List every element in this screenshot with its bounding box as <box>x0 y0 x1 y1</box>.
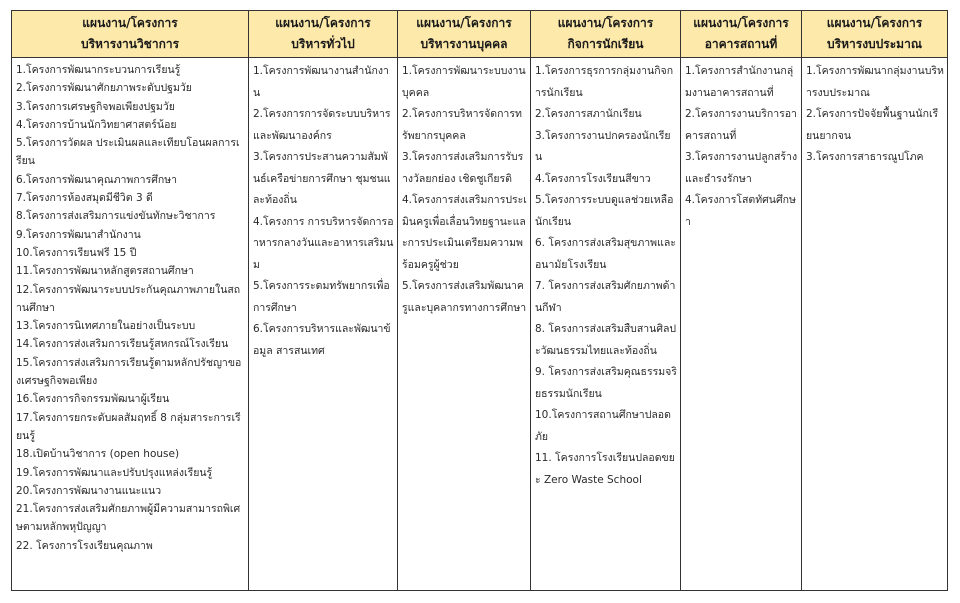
header-personnel <box>398 11 531 58</box>
header-student-affairs <box>531 11 681 58</box>
header-personnel-line2: บริหารงานบุคคล <box>420 37 508 51</box>
project-item: 2.โครงการการจัดระบบบริหารและพัฒนาองค์กร <box>253 108 391 142</box>
project-item: 2.โครงการปัจจัยพื้นฐานนักเรียนยากจน <box>806 108 939 142</box>
project-item: 16.โครงการกิจกรรมพัฒนาผู้เรียน <box>16 393 170 406</box>
project-item: 6.โครงการพัฒนาคุณภาพการศึกษา <box>16 173 178 186</box>
project-item: 4.โครงการโรงเรียนสีขาว <box>535 172 651 185</box>
project-item: 3.โครงการประสานความสัมพันธ์เครือข่ายการศึกษา ชุมชนและท้องถิ่น <box>253 151 391 206</box>
project-item: 8.โครงการส่งเสริมการแข่งขันทักษะวิชาการ <box>16 210 216 223</box>
student-affairs-project-list <box>531 58 681 591</box>
project-item: 3.โครงการเศรษฐกิจพอเพียงปฐมวัย <box>16 100 175 113</box>
project-plan-table <box>11 10 948 591</box>
personnel-project-list <box>398 58 531 591</box>
project-item: 4.โครงการ การบริหารจัดการอาหารกลางวันและอาหารเสริมนม <box>253 215 394 271</box>
project-item: 19.โครงการพัฒนาและปรับปรุงแหล่งเรียนรู้ <box>16 466 213 479</box>
project-item: 5.โครงการระบบดูแลช่วยเหลือนักเรียน <box>535 194 674 228</box>
project-item: 11. โครงการโรงเรียนปลอดขยะ Zero Waste School <box>535 452 675 486</box>
project-item: 4.โครงการส่งเสริมการประเมินครูเพื่อเลื่อนวิทยฐานะและการประเมินเตรียมความพร้อมครูผู้ช่วย <box>402 194 527 271</box>
project-item: 2.โครงการพัฒนาศักยภาพระดับปฐมวัย <box>16 82 192 95</box>
project-item: 11.โครงการพัฒนาหลักสูตรสถานศึกษา <box>16 265 194 278</box>
project-item: 9.โครงการพัฒนาสำนักงาน <box>16 228 141 241</box>
project-item: 2.โครงการสภานักเรียน <box>535 108 642 120</box>
project-item: 21.โครงการส่งเสริมศักยภาพผู้มีความสามารถพิเศษตามหลักพหุปัญญา <box>16 503 241 534</box>
header-general-line2: บริหารทั่วไป <box>291 37 355 51</box>
budget-project-list <box>802 58 948 591</box>
project-item: 18.เปิดบ้านวิชาการ (open house) <box>16 448 180 461</box>
project-item: 3.โครงการสาธารณูปโภค <box>806 151 924 163</box>
project-item: 5.โครงการระดมทรัพยากรเพื่อการศึกษา <box>253 280 390 314</box>
header-facilities-line1: แผนงาน/โครงการ <box>693 16 789 30</box>
project-item: 2.โครงการบริหารจัดการทรัพยากรบุคคล <box>402 108 522 142</box>
project-item: 3.โครงการงานปกครองนักเรียน <box>535 129 671 163</box>
project-item: 1.โครงการสำนักงานกลุ่มงานอาคารสถานที่ <box>685 65 794 99</box>
header-academic-line1: แผนงาน/โครงการ <box>82 16 178 30</box>
project-item: 9. โครงการส่งเสริมคุณธรรมจริยธรรมนักเรียน <box>535 366 677 400</box>
project-item: 4.โครงการบ้านนักวิทยาศาสตร์น้อย <box>16 118 177 131</box>
project-item: 20.โครงการพัฒนางานแนะแนว <box>16 484 162 497</box>
header-general <box>249 11 398 58</box>
project-item: 1.โครงการพัฒนากลุ่มงานบริหารงบประมาณ <box>806 65 944 99</box>
general-project-list <box>249 58 398 591</box>
header-student-affairs-line2: กิจการนักเรียน <box>567 37 644 51</box>
header-personnel-line1: แผนงาน/โครงการ <box>416 16 512 30</box>
project-item: 6.โครงการบริหารและพัฒนาข้อมูล สารสนเทศ <box>253 323 391 357</box>
facilities-project-list <box>681 58 802 591</box>
project-item: 1.โครงการพัฒนาระบบงานบุคคล <box>402 65 526 99</box>
project-item: 3.โครงการงานปลูกสร้างและธำรงรักษา <box>685 151 798 185</box>
header-budget-line1: แผนงาน/โครงการ <box>826 16 923 30</box>
project-item: 3.โครงการส่งเสริมการรับรางวัลยกย่อง เชิดชูเกียรติ <box>402 151 524 185</box>
project-item: 15.โครงการส่งเสริมการเรียนรู้ตามหลักปรัชญาของเศรษฐกิจพอเพียง <box>16 356 242 388</box>
project-item: 7.โครงการห้องสมุดมีชีวิต 3 ดี <box>16 192 153 205</box>
project-item: 1.โครงการธุรการกลุ่มงานกิจการนักเรียน <box>535 65 674 99</box>
header-academic-line2: บริหารงานวิชาการ <box>80 37 180 51</box>
project-item: 5.โครงการส่งเสริมพัฒนาครูและบุคลากรทางการศึกษา <box>402 280 527 314</box>
project-item: 5.โครงการวัดผล ประเมินผลและเทียบโอนผลการเรียน <box>16 137 240 168</box>
project-item: 6. โครงการส่งเสริมสุขภาพและอนามัยโรงเรียน <box>535 237 676 271</box>
project-item: 10.โครงการสถานศึกษาปลอดภัย <box>535 409 671 443</box>
header-student-affairs-line1: แผนงาน/โครงการ <box>557 16 654 30</box>
project-item: 17.โครงการยกระดับผลสัมฤทธิ์ 8 กลุ่มสาระการเรียนรู้ <box>16 411 241 442</box>
project-item: 1.โครงการพัฒนางานสำนักงาน <box>253 65 389 99</box>
project-item: 8. โครงการส่งเสริมสืบสานศิลปะวัฒนธรรมไทยและท้องถิ่น <box>535 323 677 357</box>
project-item: 1.โครงการพัฒนากระบวนการเรียนรู้ <box>16 64 181 76</box>
header-budget-line2: บริหารงบประมาณ <box>827 37 922 51</box>
project-item: 13.โครงการนิเทศภายในอย่างเป็นระบบ <box>16 320 196 333</box>
project-item: 4.โครงการโสตทัศนศึกษา <box>685 194 796 228</box>
project-item: 14.โครงการส่งเสริมการเรียนรู้สหกรณ์โรงเรียน <box>16 338 229 351</box>
academic-project-list <box>12 58 249 591</box>
header-academic <box>12 11 249 58</box>
header-general-line1: แผนงาน/โครงการ <box>275 16 371 30</box>
header-facilities <box>681 11 802 58</box>
content-row <box>12 58 948 591</box>
header-row <box>12 11 948 58</box>
project-item: 12.โครงการพัฒนาระบบประกันคุณภาพภายในสถานศึกษา <box>16 283 241 314</box>
project-item: 2.โครงการงานบริการอาคารสถานที่ <box>685 108 797 142</box>
project-item: 7. โครงการส่งเสริมศักยภาพด้านกีฬา <box>535 280 676 314</box>
header-facilities-line2: อาคารสถานที่ <box>704 37 778 51</box>
project-item: 10.โครงการเรียนฟรี 15 ปี <box>16 246 137 259</box>
header-budget <box>802 11 948 58</box>
project-item: 22. โครงการโรงเรียนคุณภาพ <box>16 539 153 552</box>
